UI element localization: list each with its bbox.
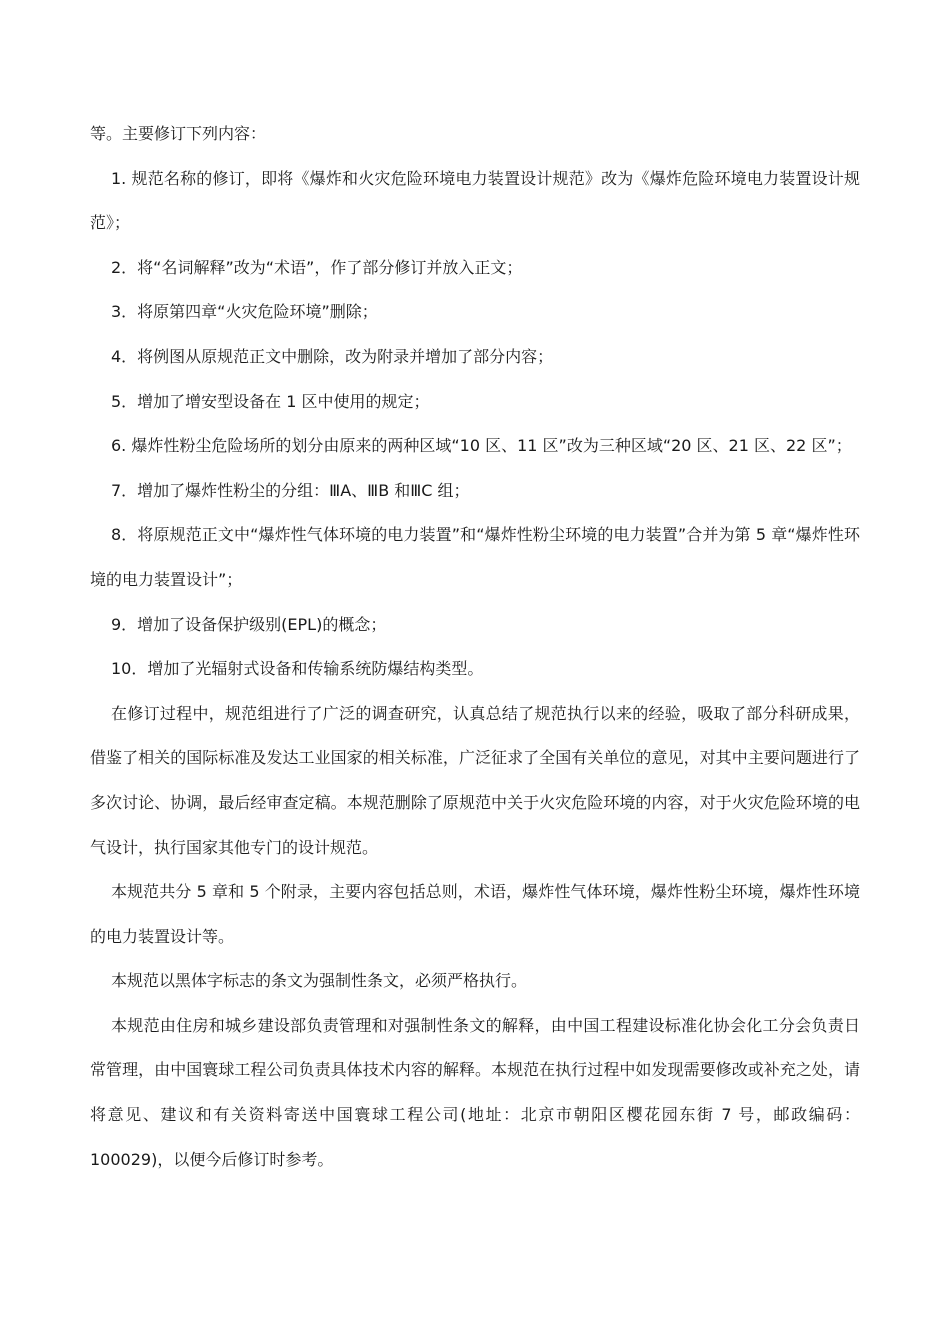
list-item-1: 1. 规范名称的修订，即将《爆炸和火灾危险环境电力装置设计规范》改为《爆炸危险环境电力装置设计规范》； (90, 168, 860, 233)
document-page (90, 112, 860, 1182)
list-item-6: 6. 爆炸性粉尘危险场所的划分由原来的两种区域“10 区、11 区”改为三种区域“20 区、21 区、22 区”； (111, 436, 852, 456)
list-item-7: 7．增加了爆炸性粉尘的分组：ⅢA、ⅢB 和ⅢC 组； (111, 480, 470, 500)
list-item-9: 9．增加了设备保护级别(EPL)的概念； (111, 614, 387, 634)
list-item-3: 3．将原第四章“火灾危险环境”删除； (111, 302, 378, 322)
paragraph-intro: 等。主要修订下列内容： (90, 124, 267, 143)
list-item-5: 5．增加了增安型设备在 1 区中使用的规定； (111, 391, 430, 411)
list-item-2: 2．将“名词解释”改为“术语”，作了部分修订并放入正文； (111, 257, 523, 277)
list-item-10: 10．增加了光辐射式设备和传输系统防爆结构类型。 (111, 659, 484, 679)
paragraph-revision-process: 在修订过程中，规范组进行了广泛的调查研究，认真总结了规范执行以来的经验，吸取了部分科研成果，借鉴了相关的国际标准及发达工业国家的相关标准，广泛征求了全国有关单位的意见，对其中主要问题进行了多次讨论、协调，最后经审查定稿。本规范删除了原规范中关于火灾危险环境的内容，对于火灾危险环境的电气设计，执行国家其他专门的设计规范。 (90, 703, 860, 857)
list-item-8: 8．将原规范正文中“爆炸性气体环境的电力装置”和“爆炸性粉尘环境的电力装置”合并为第 5 章“爆炸性环境的电力装置设计”； (90, 525, 860, 589)
paragraph-structure: 本规范共分 5 章和 5 个附录，主要内容包括总则，术语，爆炸性气体环境，爆炸性粉尘环境，爆炸性环境的电力装置设计等。 (90, 882, 860, 946)
list-item-4: 4．将例图从原规范正文中删除，改为附录并增加了部分内容； (111, 346, 554, 366)
paragraph-mandatory: 本规范以黑体字标志的条文为强制性条文，必须严格执行。 (111, 971, 528, 991)
paragraph-management: 本规范由住房和城乡建设部负责管理和对强制性条文的解释，由中国工程建设标准化协会化工分会负责日常管理，由中国寰球工程公司负责具体技术内容的解释。本规范在执行过程中如发现需要修改或补充之处，请将意见、建议和有关资料寄送中国寰球工程公司(地址：北京市朝阳区樱花园东街 7 号，邮政编码：100029)，以便今后修订时参考。 (90, 1015, 860, 1169)
